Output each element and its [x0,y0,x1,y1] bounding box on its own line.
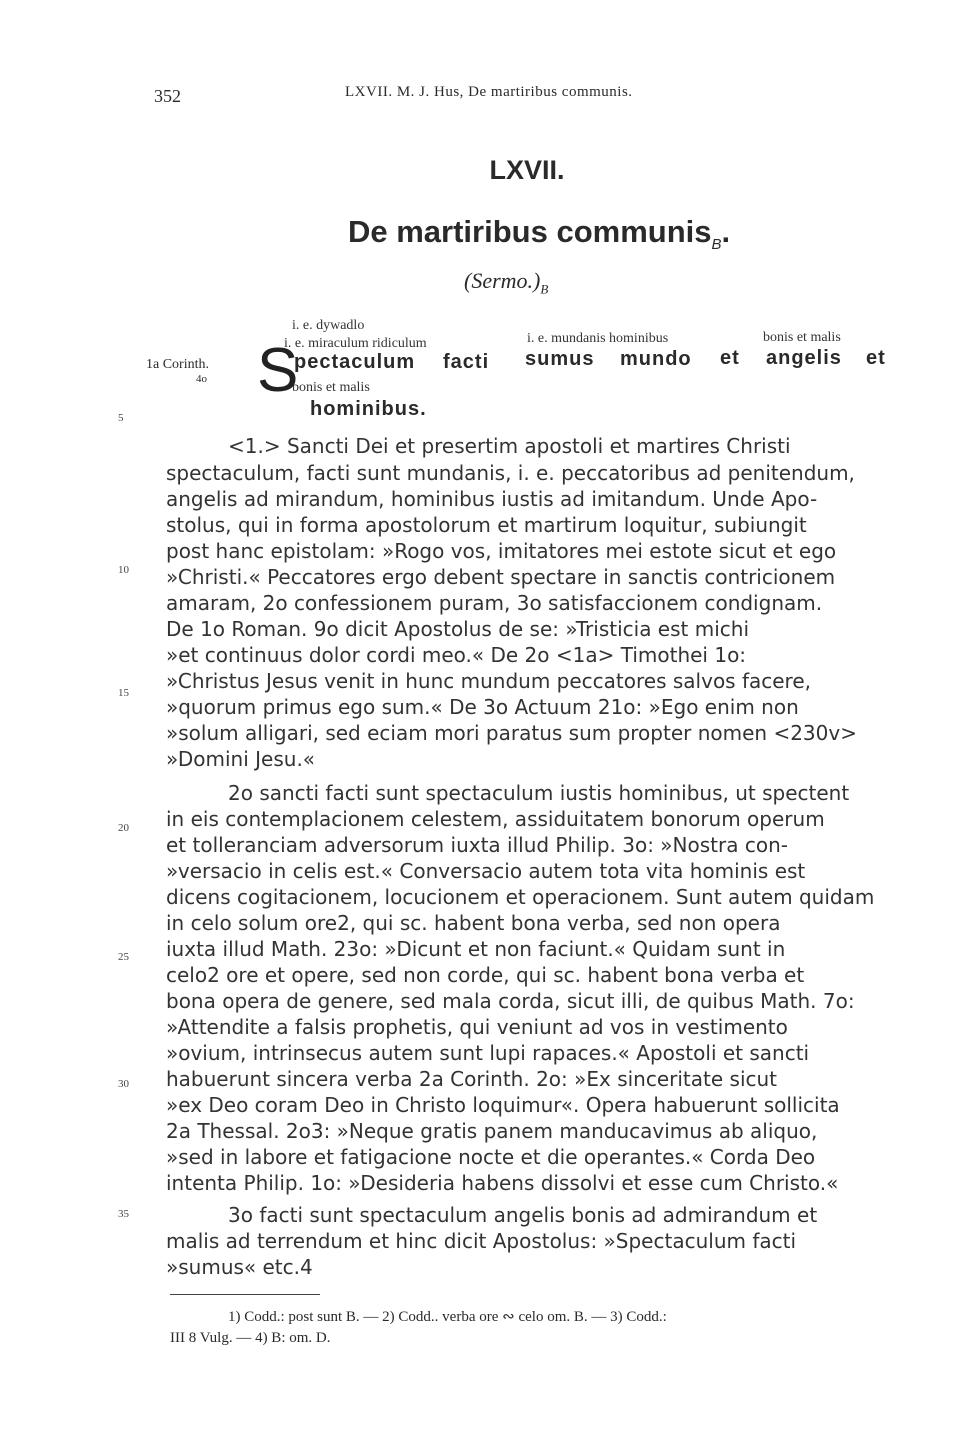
body-line: in eis contemplacionem celestem, assiduitatem bonorum operum [166,807,825,831]
incipit-word-1: pectaculum [294,351,416,373]
page-number: 352 [154,86,181,106]
footnote-line: 1) Codd.: post sunt B. — 2) Codd.. verba ore ∾ celo om. B. — 3) Codd.: [228,1309,667,1325]
body-line: »solum alligari, sed eciam mori paratus sum propter nomen <230v> [166,721,857,745]
body-line: »Christus Jesus venit in hunc mundum peccatores salvos facere, [166,669,811,693]
margin-reference-chapter: 4o [196,373,207,385]
sermo-text: (Sermo.) [464,268,541,293]
incipit-word-7: et [866,347,886,369]
body-line: 2o sancti facti sunt spectaculum iustis hominibus, ut spectent [228,781,850,805]
body-line: De 1o Roman. 9o dicit Apostolus de se: »Tristicia est michi [166,617,749,641]
chapter-title-siglum: B [711,236,722,254]
incipit-word-6: angelis [766,347,842,369]
body-line: »ex Deo coram Deo in Christo loquimur«. Opera habuerunt sollicita [166,1093,840,1117]
body-line: spectaculum, facti sunt mundanis, i. e. peccatoribus ad penitendum, [166,461,855,485]
body-line: »et continuus dolor cordi meo.« De 2o <1a> Timothei 1o: [166,643,747,667]
body-line: 3o facti sunt spectaculum angelis bonis ad admirandum et [228,1203,818,1227]
gloss-dywadlo: i. e. dywadlo [292,318,365,333]
footnote-line: III 8 Vulg. — 4) B: om. D. [170,1330,331,1346]
margin-reference: 1a Corinth. [146,357,209,372]
incipit-word-5: et [720,347,740,369]
body-line: iuxta illud Math. 23o: »Dicunt et non faciunt.« Quidam sunt in [166,937,786,961]
body-line: habuerunt sincera verba 2a Corinth. 2o: »Ex sinceritate sicut [166,1067,778,1091]
line-number: 25 [118,951,129,963]
body-line: »versacio in celis est.« Conversacio autem tota vita hominis est [166,859,806,883]
chapter-title-dot: . [721,214,731,249]
body-line: celo2 ore et opere, sed non corde, qui sc. habent bona verba et [166,963,805,987]
body-line: »quorum primus ego sum.« De 3o Actuum 21o: »Ego enim non [166,695,799,719]
body-line: intenta Philip. 1o: »Desideria habens dissolvi et esse cum Christo.« [166,1171,839,1195]
body-line: post hanc epistolam: »Rogo vos, imitatores mei estote sicut et ego [166,539,837,563]
body-line: »sed in labore et fatigacione nocte et die operantes.« Corda Deo [166,1145,816,1169]
body-line: dicens cogitacionem, locucionem et operacionem. Sunt autem quidam [166,885,875,909]
chapter-number: LXVII. [489,155,565,185]
body-line: angelis ad mirandum, hominibus iustis ad imitandum. Unde Apo- [166,487,818,511]
incipit-word-2: facti [443,351,490,373]
body-line: et tolleranciam adversorum iuxta illud Philip. 3o: »Nostra con- [166,833,788,857]
chapter-title-text: De martiribus communis [348,214,712,249]
footnote-rule [170,1294,320,1295]
chapter-title [348,214,730,253]
incipit-word-3: sumus [525,348,595,370]
gloss-miraculum: i. e. miraculum ridiculum [284,336,427,351]
body-line: »sumus« etc.4 [166,1255,313,1279]
line-number: 30 [118,1078,129,1090]
body-line: amaram, 2o confessionem puram, 3o satisfaccionem condignam. [166,591,823,615]
gloss-mundanis: i. e. mundanis hominibus [527,331,669,346]
body-line: bona opera de genere, sed mala corda, sicut illi, de quibus Math. 7o: [166,989,855,1013]
incipit-word-4: mundo [620,348,692,370]
body-line: »ovium, intrinsecus autem sunt lupi rapaces.« Apostoli et sancti [166,1041,810,1065]
line-number: 10 [118,564,129,576]
drop-cap: S [257,336,299,405]
sermo-siglum: B [540,281,549,297]
body-line: »Domini Jesu.« [166,747,316,771]
incipit-word-8: hominibus. [310,398,427,420]
body-line: malis ad terrendum et hinc dicit Apostolus: »Spectaculum facti [166,1229,797,1253]
body-line: »Christi.« Peccatores ergo debent spectare in sanctis contricionem [166,565,836,589]
gloss-bonis-et-malis-right: bonis et malis [763,330,841,345]
body-line: »Attendite a falsis prophetis, qui veniunt ad vos in vestimento [166,1015,788,1039]
body-line: <1.> Sancti Dei et presertim apostoli et martires Christi [228,434,791,458]
body-line: in celo solum ore2, qui sc. habent bona verba, sed non opera [166,911,781,935]
body-line: 2a Thessal. 2o3: »Neque gratis panem manducavimus ab aliquo, [166,1119,818,1143]
line-number: 15 [118,687,129,699]
sermo-label [464,268,548,297]
body-line: stolus, qui in forma apostolorum et martirum loquitur, subiungit [166,513,807,537]
line-number: 5 [118,412,124,424]
running-title: LXVII. M. J. Hus, De martiribus communis. [345,84,633,100]
line-number: 20 [118,822,129,834]
gloss-bonis-et-malis-left: bonis et malis [292,380,370,395]
line-number: 35 [118,1208,129,1220]
